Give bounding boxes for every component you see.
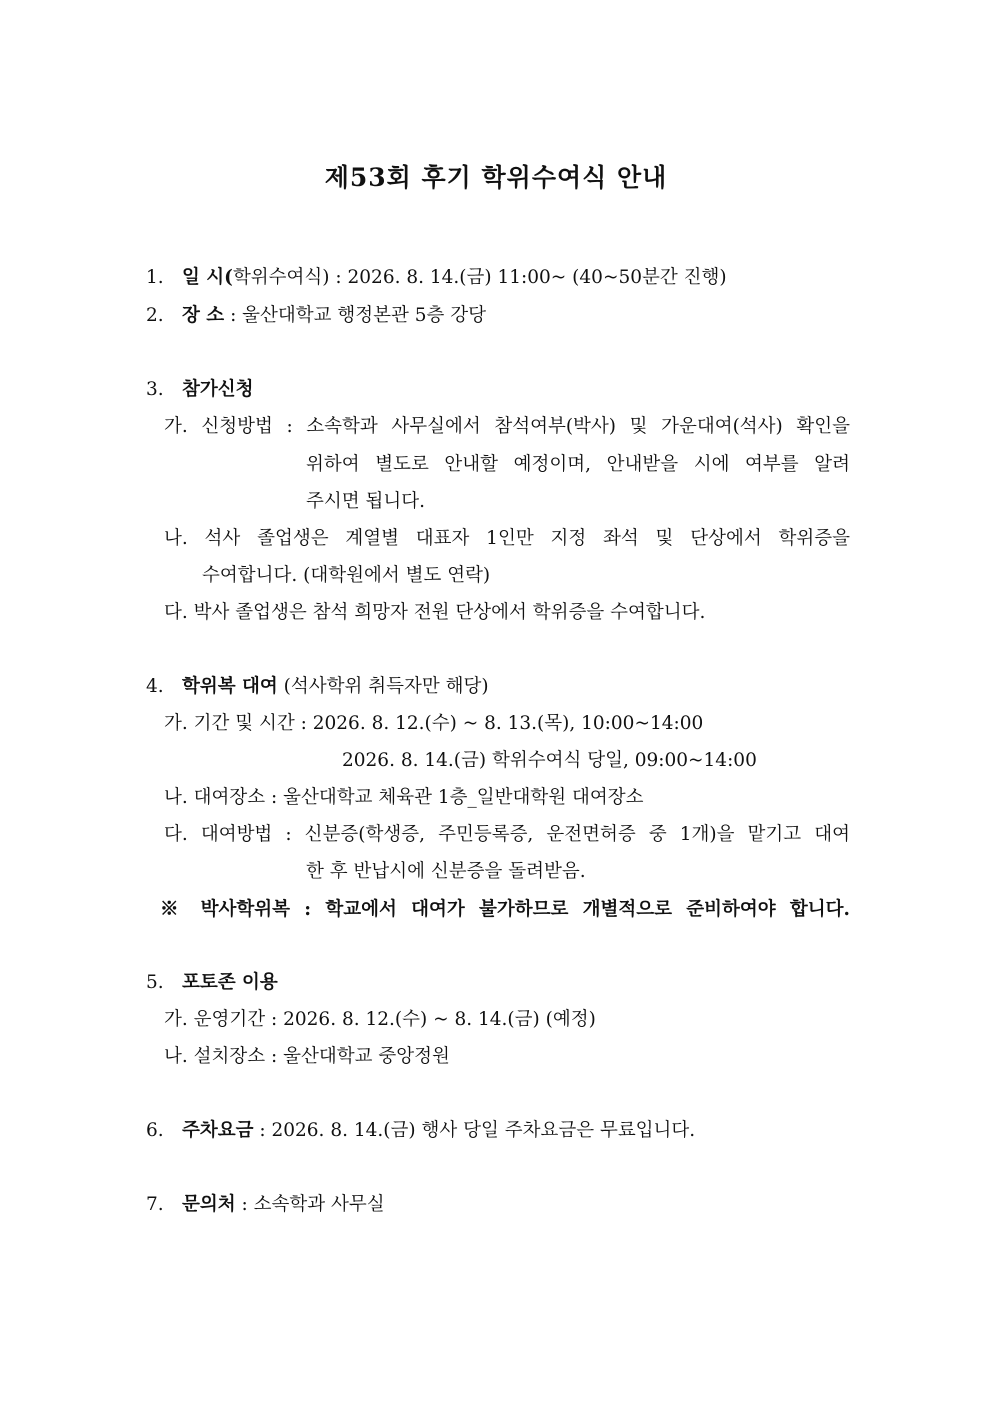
item-4-ga-line-2: 2026. 8. 14.(금) 학위수여식 당일, 09:00~14:00 bbox=[342, 750, 757, 771]
section-text: : 소속학과 사무실 bbox=[235, 1194, 385, 1215]
item-3-ga-line-3: 주시면 됩니다. bbox=[306, 491, 425, 512]
section-5-photo-zone bbox=[146, 971, 278, 995]
item-5-ga: 가. 운영기간 : 2026. 8. 12.(수) ~ 8. 14.(금) (예정) bbox=[164, 1009, 596, 1030]
section-text: (석사학위 취득자만 해당) bbox=[277, 676, 489, 697]
page-title: 제53회 후기 학위수여식 안내 bbox=[324, 163, 668, 192]
section-heading: 일 시( bbox=[182, 267, 233, 288]
section-6-parking bbox=[146, 1119, 695, 1143]
section-heading: 주차요금 bbox=[182, 1120, 254, 1141]
section-number: 2. bbox=[146, 305, 164, 326]
item-4-na: 나. 대여장소 : 울산대학교 체육관 1층_일반대학원 대여장소 bbox=[164, 787, 644, 808]
section-heading: 문의처 bbox=[182, 1194, 236, 1215]
section-heading: 참가신청 bbox=[182, 379, 254, 400]
section-number: 6. bbox=[146, 1120, 164, 1141]
item-3-da: 다. 박사 졸업생은 참석 희망자 전원 단상에서 학위증을 수여합니다. bbox=[164, 602, 706, 623]
item-5-na: 나. 설치장소 : 울산대학교 중앙정원 bbox=[164, 1046, 450, 1067]
section-number: 4. bbox=[146, 676, 164, 697]
section-text: : 울산대학교 행정본관 5층 강당 bbox=[224, 305, 487, 326]
section-4-gown-rental bbox=[146, 675, 489, 699]
section-text: : 2026. 8. 14.(금) 행사 당일 주차요금은 무료입니다. bbox=[253, 1120, 696, 1141]
doctoral-gown-notice: ※ 박사학위복 : 학교에서 대여가 불가하므로 개별적으로 준비하여야 합니다. bbox=[160, 899, 850, 920]
item-3-na-line-1: 나. 석사 졸업생은 계열별 대표자 1인만 지정 좌석 및 단상에서 학위증을 bbox=[164, 528, 850, 549]
section-3-registration bbox=[146, 378, 253, 402]
section-1-schedule bbox=[146, 266, 727, 290]
item-3-ga-line-1: 가. 신청방법 : 소속학과 사무실에서 참석여부(박사) 및 가운대여(석사) 확인을 bbox=[164, 416, 850, 437]
section-number: 3. bbox=[146, 379, 164, 400]
item-3-na-line-2: 수여합니다. (대학원에서 별도 연락) bbox=[202, 565, 491, 586]
item-4-ga-line-1: 가. 기간 및 시간 : 2026. 8. 12.(수) ~ 8. 13.(목), 10:00~14:00 bbox=[164, 713, 704, 734]
section-2-venue bbox=[146, 304, 486, 328]
section-7-contact bbox=[146, 1193, 385, 1217]
section-number: 5. bbox=[146, 972, 164, 993]
section-heading: 포토존 이용 bbox=[182, 972, 278, 993]
item-3-ga-line-2: 위하여 별도로 안내할 예정이며, 안내받을 시에 여부를 알려 bbox=[306, 454, 850, 475]
section-heading: 장 소 bbox=[182, 305, 225, 326]
section-number: 7. bbox=[146, 1194, 164, 1215]
section-heading: 학위복 대여 bbox=[182, 676, 278, 697]
section-number: 1. bbox=[146, 267, 164, 288]
item-4-da-line-1: 다. 대여방법 : 신분증(학생증, 주민등록증, 운전면허증 중 1개)을 맡기고 대여 bbox=[164, 824, 850, 845]
section-text: 학위수여식) : 2026. 8. 14.(금) 11:00~ (40~50분간 진행) bbox=[232, 267, 727, 288]
item-4-da-line-2: 한 후 반납시에 신분증을 돌려받음. bbox=[306, 861, 586, 882]
